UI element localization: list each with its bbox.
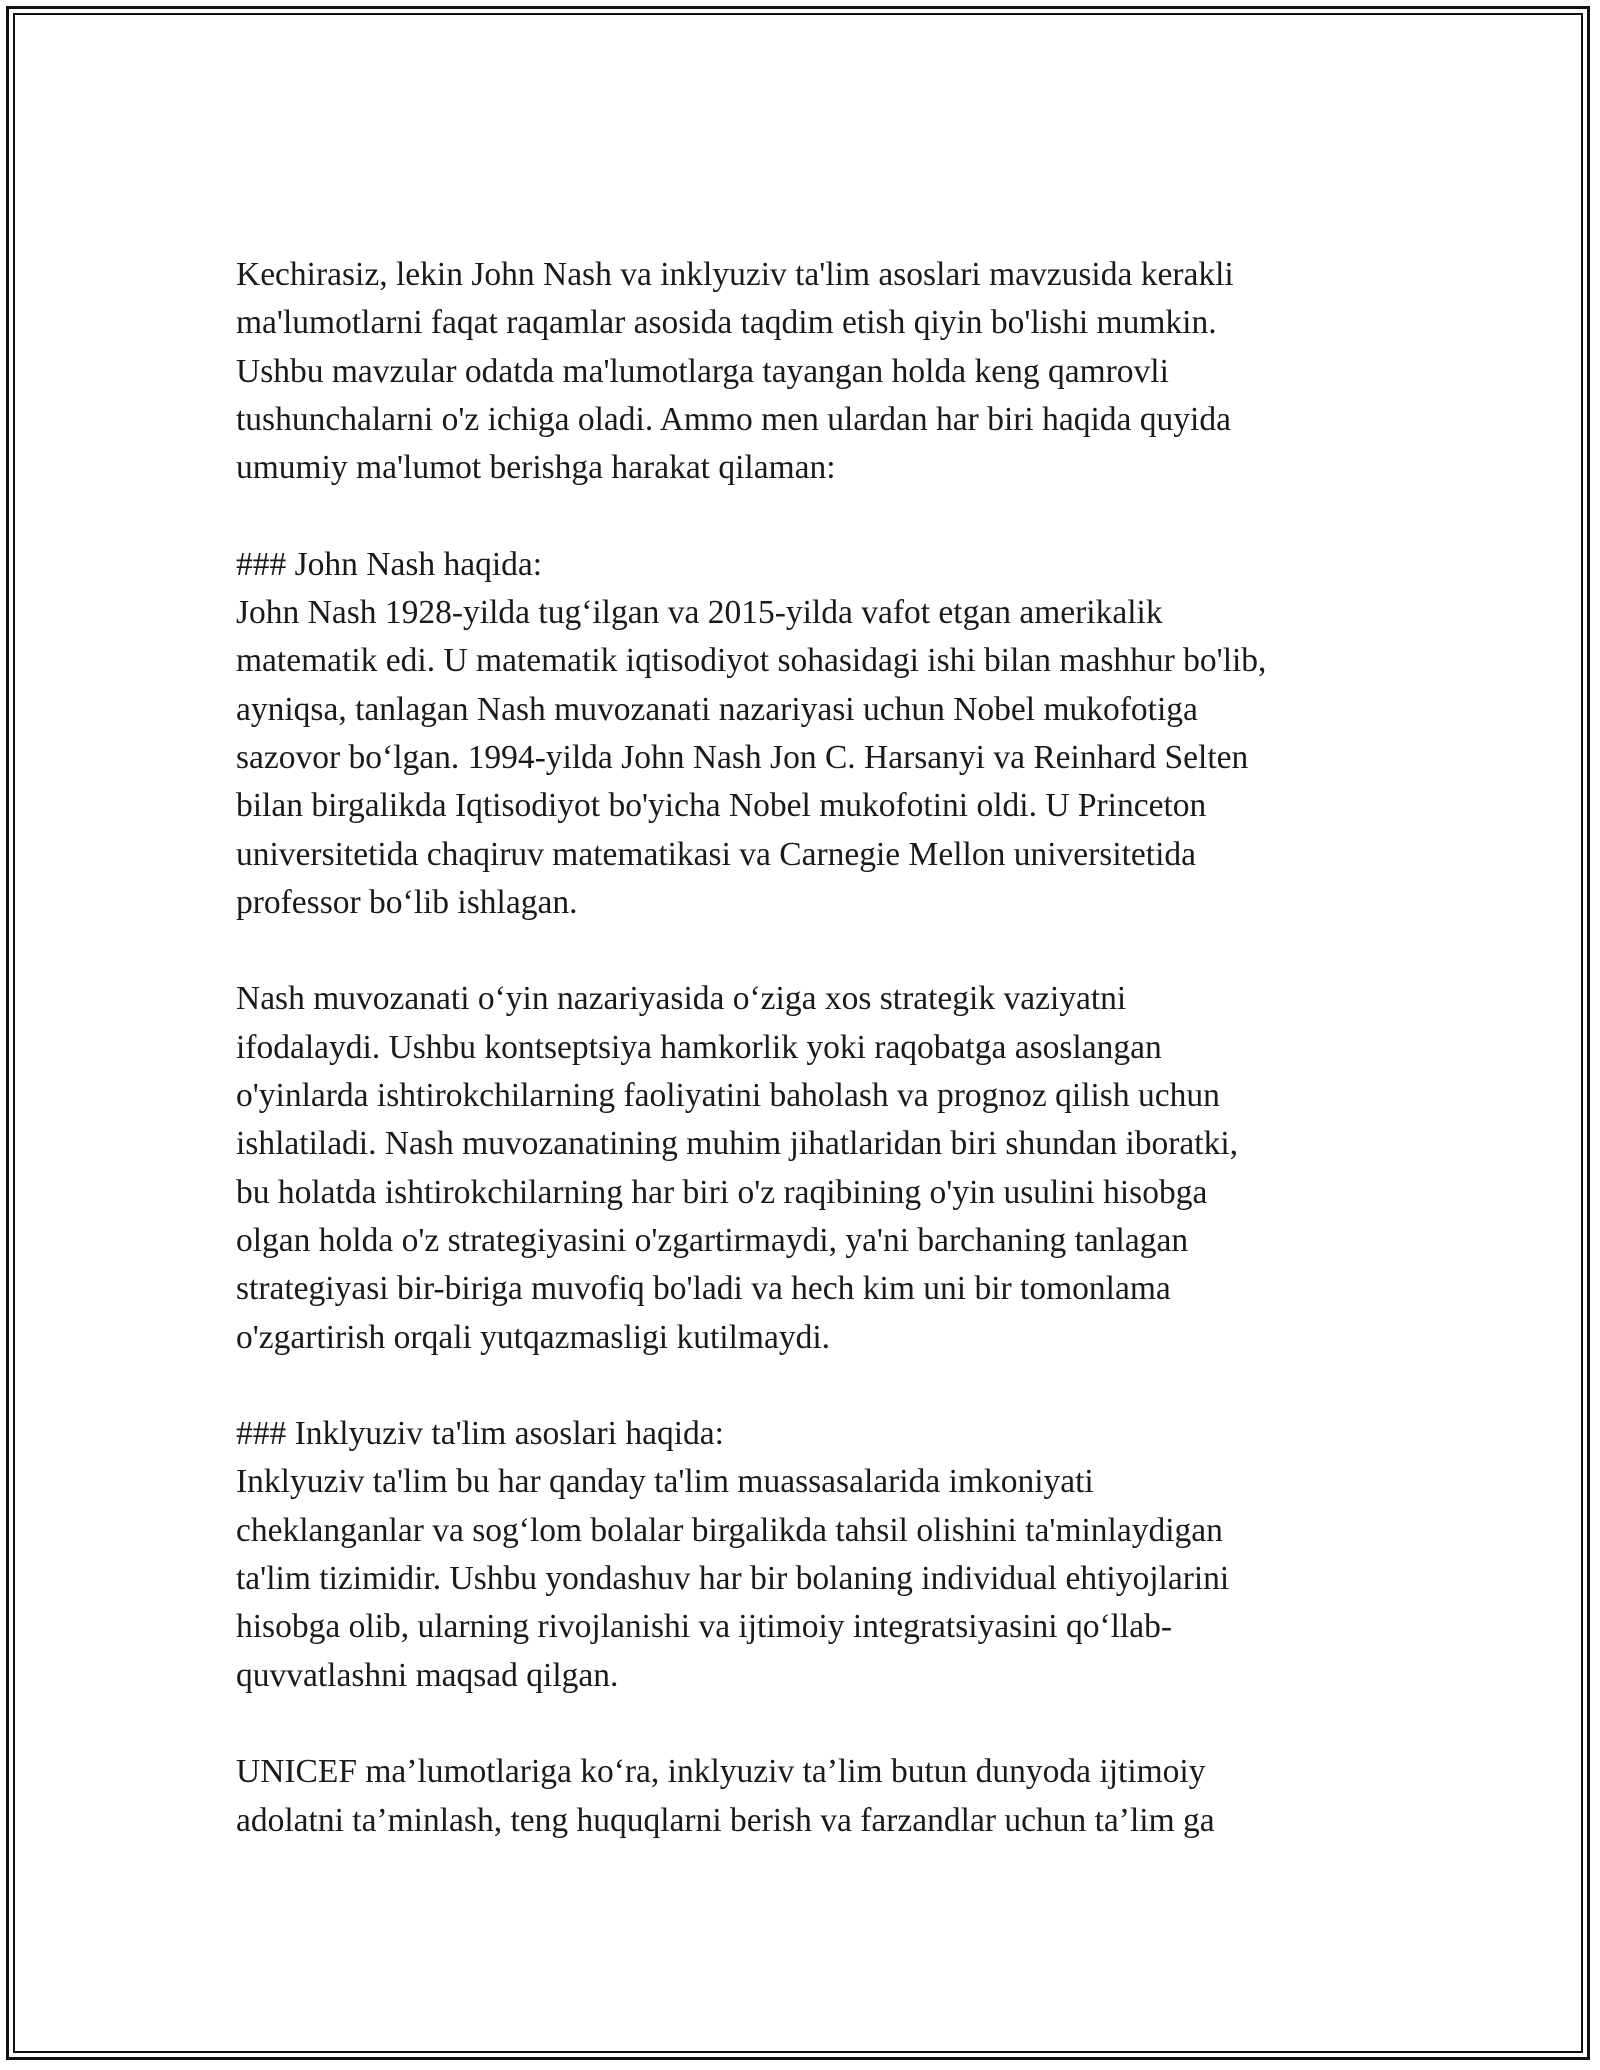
text-line: ishlatiladi. Nash muvozanatining muhim jihatlaridan biri shundan iboratki,	[236, 1125, 1239, 1163]
text-line: bu holatda ishtirokchilarning har biri o'z raqibining o'yin usulini hisobga	[236, 1173, 1208, 1211]
text-line: Nash muvozanati o‘yin nazariyasida o‘ziga xos strategik vaziyatni	[236, 980, 1127, 1018]
document-body	[236, 251, 1396, 1845]
text-line: hisobga olib, ularning rivojlanishi va ijtimoiy integratsiyasini qo‘llab-	[236, 1608, 1173, 1646]
nash-equilibrium-paragraph	[236, 975, 1396, 1361]
text-line: quvvatlashni maqsad qilgan.	[236, 1656, 619, 1694]
section-heading-inclusive-education: ### Inklyuziv ta'lim asoslari haqida:	[236, 1415, 724, 1453]
section-heading-john-nash: ### John Nash haqida:	[236, 545, 543, 583]
text-line: professor bo‘lib ishlagan.	[236, 883, 578, 921]
unicef-paragraph	[236, 1748, 1396, 1845]
text-line: ifodalaydi. Ushbu kontseptsiya hamkorlik yoki raqobatga asoslangan	[236, 1028, 1162, 1066]
paragraph-gap	[236, 1700, 1396, 1748]
text-line: o'yinlarda ishtirokchilarning faoliyatini baholash va prognoz qilish uchun	[236, 1077, 1220, 1115]
text-line: cheklanganlar va sog‘lom bolalar birgalikda tahsil olishini ta'minlaydigan	[236, 1511, 1223, 1549]
text-line: umumiy ma'lumot berishga harakat qilaman:	[236, 449, 836, 487]
nash-bio-paragraph	[236, 589, 1396, 927]
intro-paragraph	[236, 251, 1396, 492]
text-line: Kechirasiz, lekin John Nash va inklyuziv ta'lim asoslari mavzusida kerakli	[236, 256, 1234, 293]
text-line: UNICEF ma’lumotlariga ko‘ra, inklyuziv ta’lim butun dunyoda ijtimoiy	[236, 1753, 1206, 1791]
text-line: ta'lim tizimidir. Ushbu yondashuv har bir bolaning individual ehtiyojlarini	[236, 1560, 1230, 1598]
text-line: matematik edi. U matematik iqtisodiyot sohasidagi ishi bilan mashhur bo'lib,	[236, 642, 1267, 680]
text-line: universitetida chaqiruv matematikasi va Carnegie Mellon universitetida	[236, 835, 1197, 873]
text-line: ayniqsa, tanlagan Nash muvozanati nazariyasi uchun Nobel mukofotiga	[236, 690, 1198, 728]
paragraph-gap	[236, 927, 1396, 975]
text-line: adolatni ta’minlash, teng huquqlarni berish va farzandlar uchun ta’lim ga	[236, 1801, 1215, 1839]
text-line: Ushbu mavzular odatda ma'lumotlarga tayangan holda keng qamrovli	[236, 352, 1169, 390]
paragraph-gap	[236, 1362, 1396, 1410]
text-line: strategiyasi bir-biriga muvofiq bo'ladi va hech kim uni bir tomonlama	[236, 1270, 1171, 1308]
inclusive-definition-paragraph	[236, 1458, 1396, 1699]
text-line: John Nash 1928-yilda tug‘ilgan va 2015-yilda vafot etgan amerikalik	[236, 594, 1163, 632]
text-line: Inklyuziv ta'lim bu har qanday ta'lim muassasalarida imkoniyati	[236, 1463, 1094, 1501]
text-line: o'zgartirish orqali yutqazmasligi kutilmaydi.	[236, 1318, 831, 1356]
text-line: sazovor bo‘lgan. 1994-yilda John Nash Jon C. Harsanyi va Reinhard Selten	[236, 738, 1249, 776]
text-line: tushunchalarni o'z ichiga oladi. Ammo men ulardan har biri haqida quyida	[236, 400, 1231, 438]
text-line: olgan holda o'z strategiyasini o'zgartirmaydi, ya'ni barchaning tanlagan	[236, 1221, 1189, 1259]
text-line: ma'lumotlarni faqat raqamlar asosida taqdim etish qiyin bo'lishi mumkin.	[236, 304, 1217, 342]
paragraph-gap	[236, 492, 1396, 540]
text-line: bilan birgalikda Iqtisodiyot bo'yicha Nobel mukofotini oldi. U Princeton	[236, 787, 1207, 825]
